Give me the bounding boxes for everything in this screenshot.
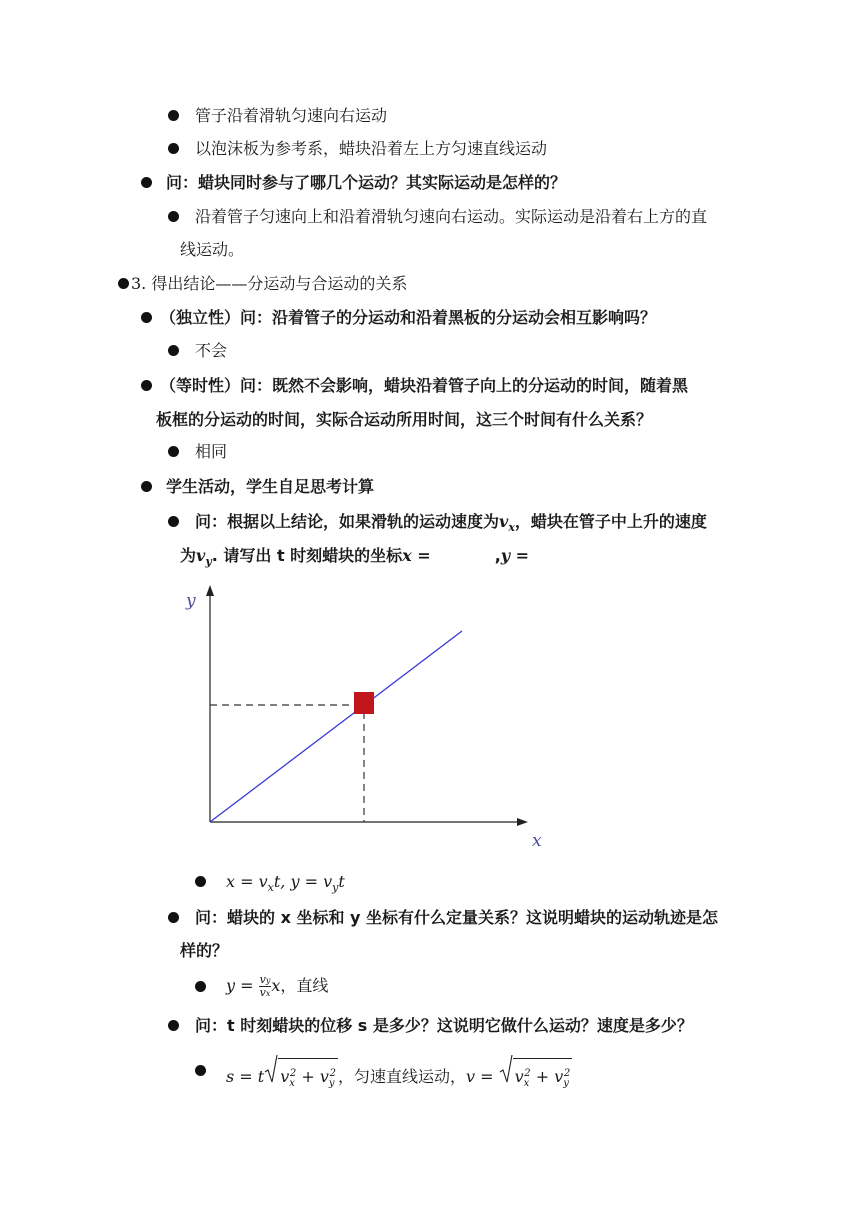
x-axis-label: x (532, 831, 542, 851)
question-line: 问：蜡块的 x 坐标和 y 坐标有什么定量关系？这说明蜡块的运动轨迹是怎 (195, 908, 719, 927)
bullet (195, 981, 206, 992)
text-line: 沿着管子匀速向上和沿着滑轨匀速向右运动。实际运动是沿着右上方的直 (195, 207, 708, 226)
bullet (195, 876, 206, 887)
question-line: （独立性）问：沿着管子的分运动和沿着黑板的分运动会相互影响吗？ (160, 308, 657, 327)
text-line: 不会 (195, 341, 228, 360)
bullet (168, 1020, 179, 1031)
wax-block (354, 692, 374, 714)
sqrt-expression: $v_x^2 + v_y^2$ (499, 1058, 573, 1097)
bullet (168, 345, 179, 356)
answer-line: $x = v_xt$, $y = v_yt$ (226, 872, 345, 894)
question-text: ，蜡块在管子中上升的速度 (514, 512, 707, 531)
answer-line: y = $\frac{vy}{vx}$ x，直线 (226, 973, 329, 999)
bullet (141, 177, 152, 188)
question-line: 板框的分运动的时间，实际合运动所用时间，这三个时间有什么关系？ (156, 410, 653, 429)
question-line: 问：t 时刻蜡块的位移 s 是多少？这说明它做什么运动？速度是多少？ (195, 1016, 693, 1035)
bullet (141, 380, 152, 391)
bullet (168, 516, 179, 527)
text-line: 以泡沫板为参考系，蜡块沿着左上方匀速直线运动 (195, 139, 548, 158)
section-heading: 3. 得出结论——分运动与合运动的关系 (131, 274, 408, 293)
question-line (195, 512, 707, 538)
bullet (141, 481, 152, 492)
text-line: 线运动。 (180, 240, 245, 259)
bullet (168, 446, 179, 457)
text-line: 相同 (195, 442, 228, 461)
bullet (168, 110, 179, 121)
y-axis-label: y (186, 591, 196, 611)
answer-line: s = t $v_x^2 + v_y^2$ ，匀速直线运动，v = $v_x^2 + v_y^2$ (226, 1058, 572, 1097)
bullet (141, 312, 152, 323)
sqrt-expression: $v_x^2 + v_y^2$ (264, 1058, 338, 1097)
question-line: （等时性）问：既然不会影响，蜡块沿着管子向上的分运动的时间，随着黑 (160, 376, 689, 395)
bullet (168, 211, 179, 222)
x-equals: x = (402, 546, 431, 565)
y-axis-arrow (206, 585, 214, 596)
bullet (168, 912, 179, 923)
question-text: . 请写出 t 时刻蜡块的坐标 (211, 546, 403, 565)
question-text: 问：根据以上结论，如果滑轨的运动速度为 (195, 512, 500, 531)
vy-symbol: $v_y$ (196, 546, 212, 568)
trajectory-line (210, 631, 462, 822)
x-axis-arrow (517, 818, 528, 826)
question-line: 样的？ (180, 941, 229, 960)
text-line: 管子沿着滑轨匀速向右运动 (195, 106, 388, 125)
vx-symbol: $v_x$ (499, 512, 515, 534)
bullet (195, 1065, 206, 1076)
fraction: $\frac{vy}{vx}$ (259, 973, 271, 999)
comma: , (494, 546, 501, 565)
bullet (168, 143, 179, 154)
question-line: 问：蜡块同时参与了哪几个运动？其实际运动是怎样的？ (166, 173, 567, 192)
activity-line: 学生活动，学生自足思考计算 (166, 477, 375, 496)
question-text: 为 (180, 546, 197, 565)
question-line (180, 546, 529, 572)
bullet (118, 278, 129, 289)
motion-graph (170, 582, 550, 852)
y-equals: y = (500, 546, 530, 565)
